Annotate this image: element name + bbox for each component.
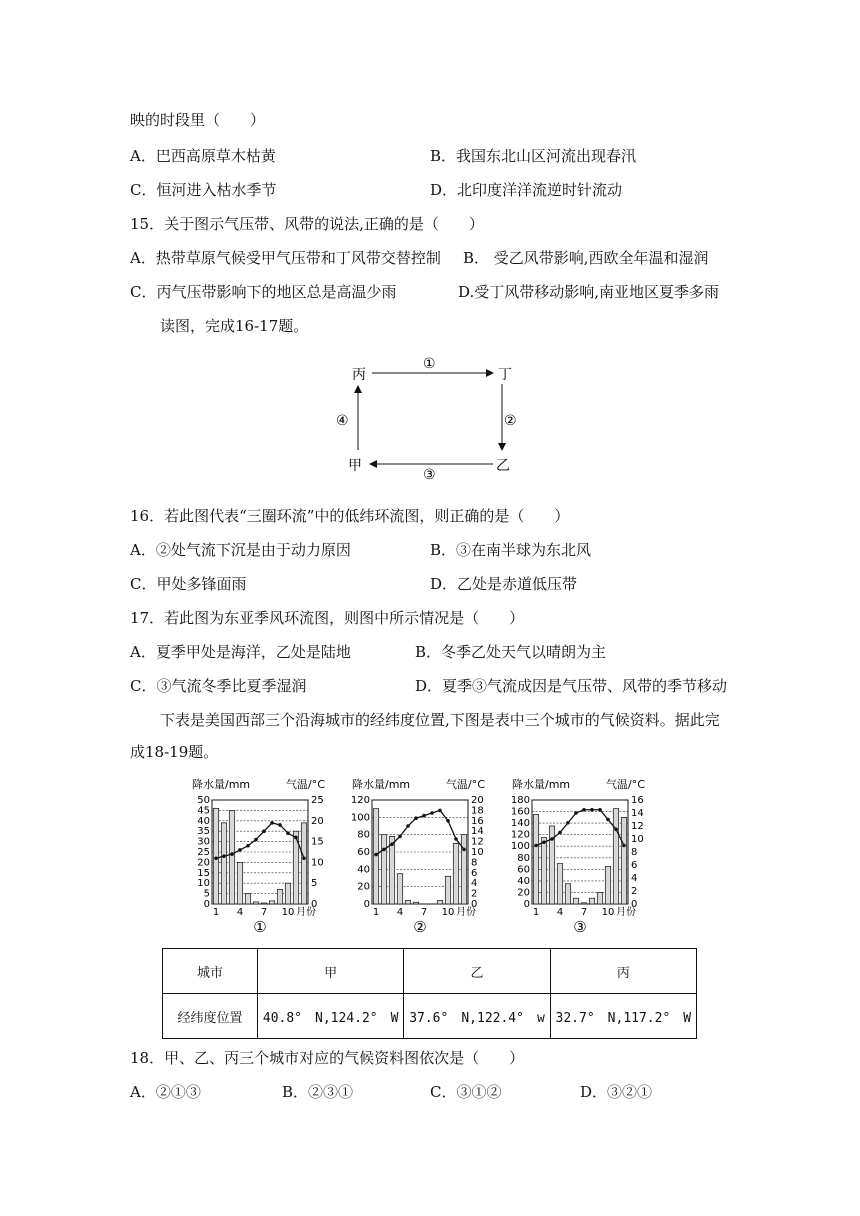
q14-option-a[interactable]: A．巴西高原草木枯黄 <box>130 147 276 165</box>
chart-bar <box>221 823 226 904</box>
chart-y-tick: 120 <box>510 829 530 841</box>
chart-y-tick: 40 <box>517 875 530 887</box>
chart-temperature-point <box>398 835 402 839</box>
chart-y2-tick: 15 <box>311 836 324 848</box>
chart-bar <box>573 898 578 904</box>
chart-bar <box>581 903 586 904</box>
chart-bar <box>413 902 418 904</box>
chart-temperature-point <box>622 844 626 848</box>
label-ding: 丁 <box>498 367 512 383</box>
chart-x-tick: 1 <box>532 907 540 918</box>
chart-bar <box>405 901 410 904</box>
intro-16-17: 读图，完成16-17题。 <box>160 317 309 335</box>
q17-option-d[interactable]: D．夏季③气流成因是气压带、风带的季节移动 <box>415 677 728 695</box>
chart-y2-tick: 2 <box>631 886 638 897</box>
chart-bar <box>533 814 538 904</box>
chart-temperature-point <box>406 824 410 828</box>
chart-bar <box>213 808 218 904</box>
circulation-diagram <box>330 352 530 480</box>
chart-y-tick: 40 <box>357 864 370 876</box>
chart-temperature-point <box>414 816 418 820</box>
chart-x-tick: 10 <box>441 907 455 918</box>
q15-option-c[interactable]: C．丙气压带影响下的地区总是高温少雨 <box>130 283 397 301</box>
chart-temperature-point <box>422 814 426 818</box>
chart-bar <box>597 892 602 904</box>
chart-x-tick: 4 <box>396 907 404 918</box>
chart-bar <box>397 874 402 904</box>
chart-temperature-point <box>262 829 266 833</box>
q16-stem: 16．若此图代表“三圈环流”中的低纬环流图，则正确的是（ ） <box>130 507 570 525</box>
chart-y2-tick: 6 <box>471 867 478 879</box>
chart-y-tick: 20 <box>517 887 530 899</box>
chart-xlabel: 月份 <box>456 907 476 918</box>
chart-y2-tick: 18 <box>471 805 484 817</box>
chart-y-tick: 120 <box>350 795 370 806</box>
chart-y2-tick: 16 <box>471 815 484 827</box>
chart-bar <box>621 817 626 904</box>
chart-temperature-point <box>566 821 570 825</box>
chart-bar <box>589 898 594 904</box>
chart-bar <box>277 889 282 904</box>
q18-option-c[interactable]: C．③①② <box>430 1083 502 1101</box>
chart-y-tick: 35 <box>197 826 210 838</box>
chart-ylabel: 降水量/mm <box>352 778 411 791</box>
chart-x-tick: 10 <box>601 907 615 918</box>
q17-option-c[interactable]: C．③气流冬季比夏季湿润 <box>130 677 307 695</box>
climate-charts <box>190 776 670 944</box>
chart-ylabel: 降水量/mm <box>512 778 571 791</box>
chart-bar <box>605 866 610 904</box>
num-1: ① <box>423 356 436 372</box>
chart-temperature-point <box>614 827 618 831</box>
chart-temperature-point <box>222 854 226 858</box>
chart-temperature-point <box>294 836 298 840</box>
q15-option-a[interactable]: A．热带草原气候受甲气压带和丁风带交替控制 <box>130 249 441 267</box>
chart-temperature-point <box>374 853 378 857</box>
chart-x-tick: 1 <box>212 907 220 918</box>
chart-temperature-point <box>238 848 242 852</box>
num-4: ④ <box>336 413 349 429</box>
q17-option-a[interactable]: A．夏季甲处是海洋，乙处是陆地 <box>130 643 351 661</box>
q14-option-c[interactable]: C．恒河进入枯水季节 <box>130 181 277 199</box>
chart-y2-tick: 20 <box>471 795 484 806</box>
q16-option-c[interactable]: C．甲处多锋面雨 <box>130 575 247 593</box>
chart-y-tick: 5 <box>203 888 210 900</box>
chart-y-tick: 20 <box>197 857 210 869</box>
chart-y2label: 气温/°C <box>286 778 325 791</box>
chart-bar <box>565 884 570 904</box>
chart-bar <box>557 864 562 904</box>
chart-y2-tick: 14 <box>631 808 644 819</box>
chart-temperature-point <box>582 808 586 812</box>
q14-option-b[interactable]: B．我国东北山区河流出现春汛 <box>430 147 637 165</box>
chart-temperature-point <box>286 831 290 835</box>
q14-option-d[interactable]: D．北印度洋洋流逆时针流动 <box>430 181 623 199</box>
chart-y-tick: 180 <box>510 795 530 806</box>
chart-bar <box>245 894 250 904</box>
chart-bar <box>261 903 266 904</box>
chart-y-tick: 100 <box>350 812 370 824</box>
chart-bar <box>453 843 458 904</box>
chart-y2-tick: 10 <box>311 857 324 869</box>
chart-bar <box>237 862 242 904</box>
chart-y-tick: 0 <box>523 899 530 910</box>
chart-bar <box>253 902 258 904</box>
chart-bar <box>301 823 306 904</box>
chart-temperature-point <box>534 844 538 848</box>
chart-x-tick: 7 <box>420 907 428 918</box>
chart-bar <box>269 901 274 904</box>
intro-18-19-line2: 成18-19题。 <box>130 743 219 761</box>
chart-y2-tick: 20 <box>311 815 324 827</box>
chart-y-tick: 0 <box>203 899 210 910</box>
chart-y-tick: 60 <box>357 847 370 858</box>
chart-y-tick: 30 <box>197 836 210 848</box>
chart-temperature-point <box>606 818 610 822</box>
chart-label: ② <box>413 918 427 936</box>
chart-x-tick: 10 <box>281 907 295 918</box>
chart-y-tick: 50 <box>197 795 210 806</box>
chart-y2-tick: 4 <box>471 878 478 890</box>
chart-bar <box>285 883 290 904</box>
table-row <box>163 994 697 1039</box>
table-cell-city: 甲 <box>258 949 404 994</box>
chart-y2label: 气温/°C <box>606 778 645 791</box>
chart-temperature-point <box>574 811 578 815</box>
chart-xlabel: 月份 <box>296 907 316 918</box>
table-cell-position: 40.8° N,124.2° W <box>258 994 404 1039</box>
chart-y2-tick: 4 <box>631 873 638 884</box>
chart-temperature-point <box>390 842 394 846</box>
chart-y2-tick: 0 <box>311 899 318 910</box>
chart-y2-tick: 16 <box>631 795 644 806</box>
chart-y2-tick: 12 <box>471 836 484 848</box>
chart-y2-tick: 6 <box>631 860 638 871</box>
chart-bar <box>445 876 450 904</box>
chart-bar <box>437 901 442 904</box>
city-table <box>162 948 697 1039</box>
chart-y2-tick: 8 <box>471 857 478 869</box>
q15-option-b[interactable]: B． 受乙风带影响,西欧全年温和湿润 <box>463 249 709 267</box>
chart-x-tick: 1 <box>372 907 380 918</box>
chart-bar <box>381 835 386 904</box>
table-cell-position: 37.6° N,122.4° w <box>404 994 550 1039</box>
label-yi: 乙 <box>496 458 510 474</box>
table-header-position: 经纬度位置 <box>163 994 258 1039</box>
chart-label: ③ <box>573 918 587 936</box>
chart-y-tick: 0 <box>363 899 370 910</box>
chart-y-tick: 80 <box>357 829 370 841</box>
q15-option-d[interactable]: D.受丁风带移动影响,南亚地区夏季多雨 <box>458 283 720 301</box>
q16-option-d[interactable]: D．乙处是赤道低压带 <box>430 575 578 593</box>
chart-temperature-point <box>446 819 450 823</box>
chart-temperature-point <box>590 808 594 812</box>
chart-temperature-point <box>454 837 458 841</box>
q16-option-b[interactable]: B．③在南半球为东北风 <box>430 541 592 559</box>
q17-option-b[interactable]: B．冬季乙处天气以晴朗为主 <box>415 643 607 661</box>
chart-x-tick: 7 <box>580 907 588 918</box>
label-bing: 丙 <box>352 367 366 383</box>
num-3: ③ <box>423 467 436 480</box>
table-cell-city: 丙 <box>550 949 696 994</box>
chart-y2-tick: 10 <box>471 847 484 858</box>
table-cell-position: 32.7° N,117.2° W <box>550 994 696 1039</box>
chart-temperature-point <box>438 809 442 813</box>
chart-y-tick: 160 <box>510 806 530 818</box>
label-jia: 甲 <box>348 458 362 474</box>
chart-y-tick: 20 <box>357 881 370 893</box>
chart-bar <box>389 836 394 904</box>
chart-ylabel: 降水量/mm <box>192 778 251 791</box>
chart-temperature-point <box>254 838 258 842</box>
chart-y2-tick: 10 <box>631 834 644 845</box>
chart-temperature-point <box>462 848 466 852</box>
chart-y-tick: 40 <box>197 815 210 827</box>
q16-option-a[interactable]: A．②处气流下沉是由于动力原因 <box>130 541 351 559</box>
q14-stem-tail: 映的时段里（ ） <box>130 111 266 129</box>
chart-y2-tick: 14 <box>471 826 484 838</box>
chart-temperature-point <box>430 811 434 815</box>
chart-bar <box>461 835 466 904</box>
chart-temperature-point <box>542 840 546 844</box>
num-2: ② <box>504 413 517 429</box>
chart-temperature-point <box>214 856 218 860</box>
chart-y-tick: 80 <box>517 852 530 864</box>
chart-y-tick: 25 <box>197 847 210 858</box>
chart-temperature-point <box>558 831 562 835</box>
table-row <box>163 949 697 994</box>
chart-y2-tick: 0 <box>631 899 638 910</box>
chart-y2-tick: 25 <box>311 795 324 806</box>
chart-x-tick: 4 <box>556 907 564 918</box>
q18-option-d[interactable]: D．③②① <box>580 1083 653 1101</box>
chart-temperature-point <box>382 848 386 852</box>
chart-xlabel: 月份 <box>616 907 636 918</box>
chart-temperature-point <box>270 821 274 825</box>
chart-bar <box>613 809 618 904</box>
chart-y-tick: 10 <box>197 878 210 890</box>
chart-bar <box>541 838 546 904</box>
chart-y2-tick: 2 <box>471 888 478 900</box>
q15-stem: 15．关于图示气压带、风带的说法,正确的是（ ） <box>130 215 484 233</box>
chart-label: ① <box>253 918 267 936</box>
chart-bar <box>229 810 234 904</box>
chart-y2-tick: 12 <box>631 821 644 832</box>
chart-y2-tick: 8 <box>631 847 638 858</box>
chart-y2label: 气温/°C <box>446 778 485 791</box>
q18-option-a[interactable]: A．②①③ <box>130 1083 201 1101</box>
chart-temperature-point <box>246 844 250 848</box>
chart-temperature-point <box>598 808 602 812</box>
table-cell-city: 乙 <box>404 949 550 994</box>
chart-y-tick: 60 <box>517 864 530 876</box>
chart-temperature-point <box>550 837 554 841</box>
chart-y2-tick: 5 <box>311 878 318 890</box>
chart-y-tick: 100 <box>510 841 530 853</box>
chart-temperature-point <box>278 823 282 827</box>
q18-stem: 18．甲、乙、丙三个城市对应的气候资料图依次是（ ） <box>130 1049 525 1067</box>
q18-option-b[interactable]: B．②③① <box>282 1083 354 1101</box>
chart-temperature-point <box>302 856 306 860</box>
q17-stem: 17．若此图为东亚季风环流图，则图中所示情况是（ ） <box>130 609 525 627</box>
chart-y-tick: 45 <box>197 805 210 817</box>
chart-y-tick: 15 <box>197 867 210 879</box>
chart-y-tick: 140 <box>510 818 530 830</box>
intro-18-19-line1: 下表是美国西部三个沿海城市的经纬度位置,下图是表中三个城市的气候资料。据此完 <box>160 711 720 729</box>
chart-y2-tick: 0 <box>471 899 478 910</box>
chart-x-tick: 4 <box>236 907 244 918</box>
chart-x-tick: 7 <box>260 907 268 918</box>
chart-temperature-point <box>230 852 234 856</box>
table-header-city: 城市 <box>163 949 258 994</box>
